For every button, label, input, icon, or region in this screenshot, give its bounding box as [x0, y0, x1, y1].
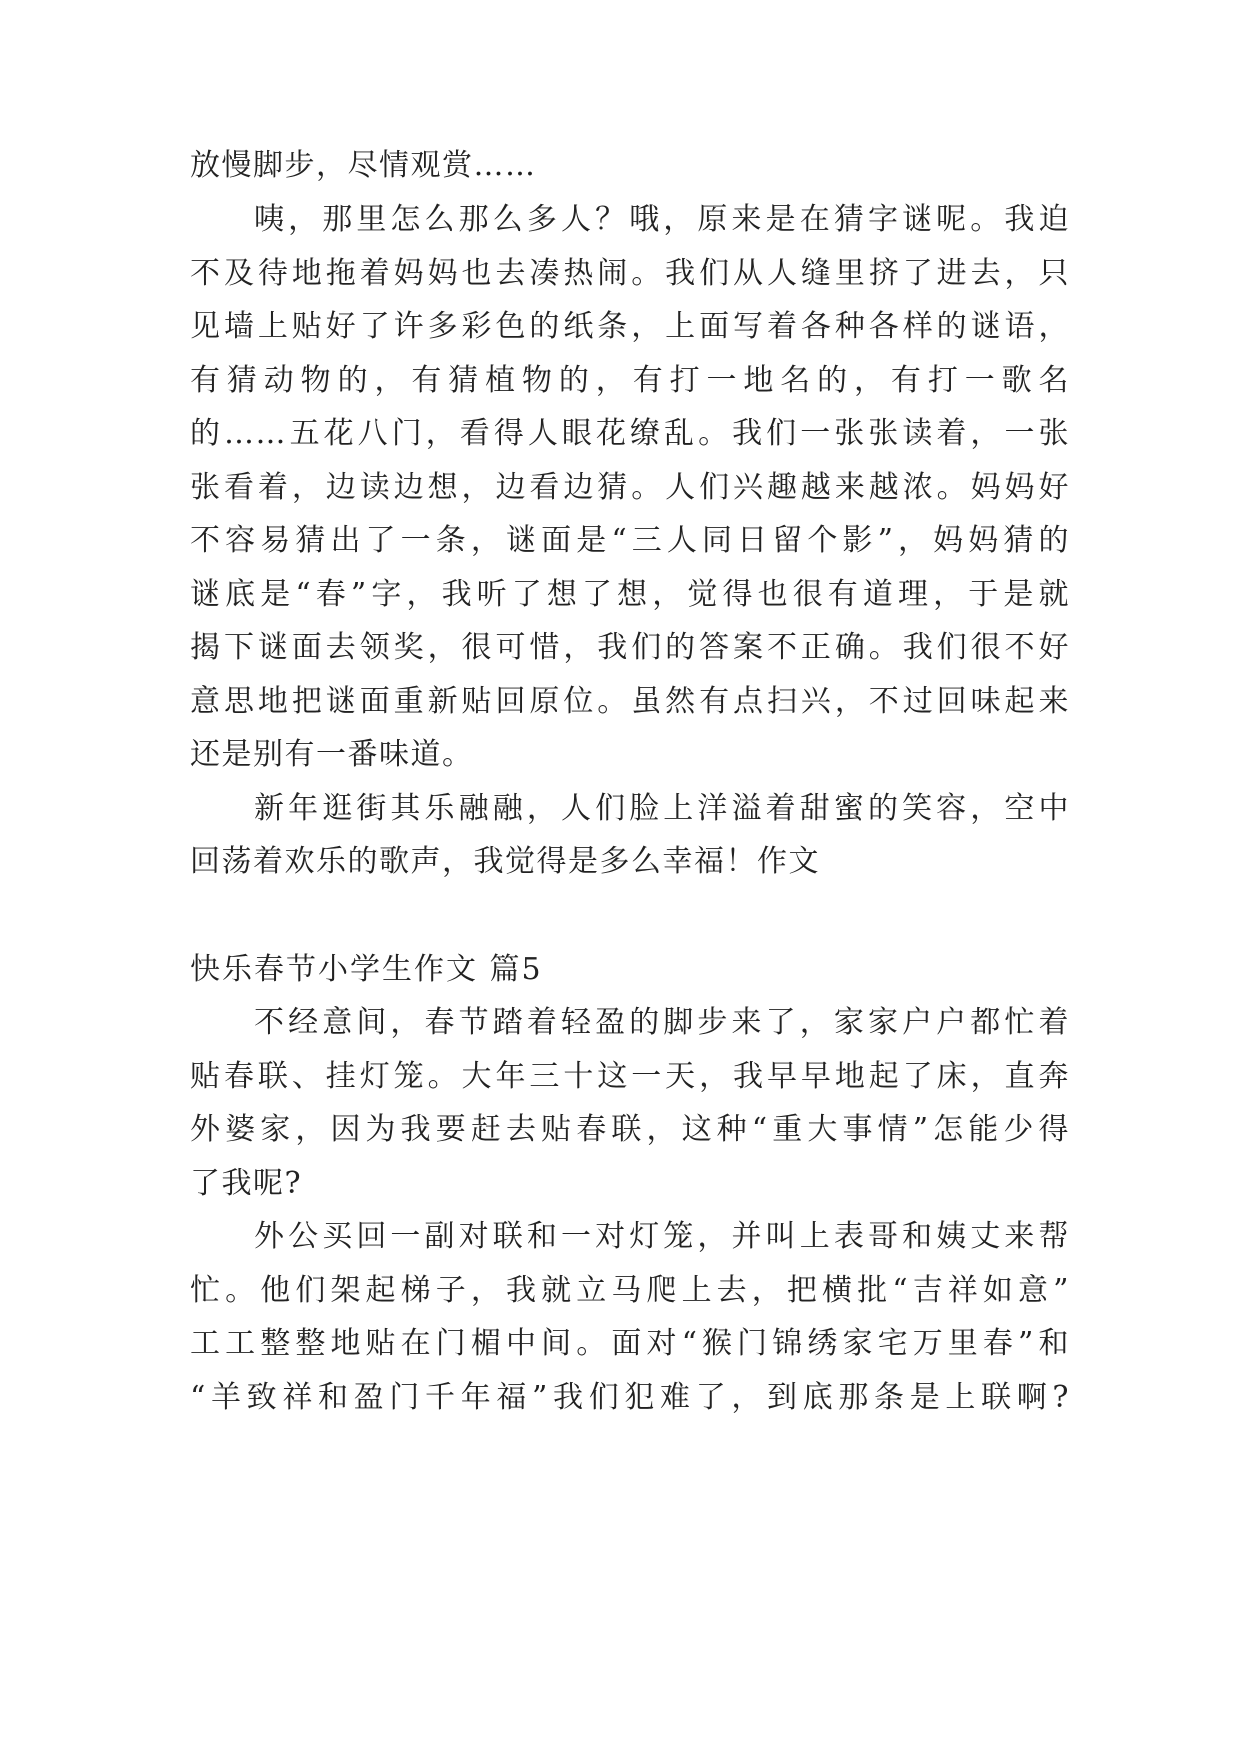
paragraph-line: “羊致祥和盈门千年福”我们犯难了，到底那条是上联啊? [190, 1380, 1070, 1415]
paragraph-line: 有猜动物的，有猜植物的，有打一地名的，有打一歌名 [190, 363, 1070, 398]
paragraph-line: 还是别有一番味道。 [190, 737, 474, 772]
paragraph-line: 不容易猜出了一条，谜面是“三人同日留个影”，妈妈猜的 [190, 523, 1070, 558]
paragraph-line: 新年逛街其乐融融，人们脸上洋溢着甜蜜的笑容，空中 [254, 791, 1070, 826]
paragraph-line: 不及待地拖着妈妈也去凑热闹。我们从人缝里挤了进去，只 [190, 256, 1070, 291]
paragraph-line: 不经意间，春节踏着轻盈的脚步来了，家家户户都忙着 [254, 1005, 1070, 1040]
paragraph-line: 了我呢? [190, 1166, 303, 1201]
paragraph-line: 外公买回一副对联和一对灯笼，并叫上表哥和姨丈来帮 [254, 1219, 1070, 1254]
paragraph-line: 外婆家，因为我要赶去贴春联，这种“重大事情”怎能少得 [190, 1112, 1070, 1147]
paragraph-line: 咦，那里怎么那么多人？哦，原来是在猜字谜呢。我迫 [254, 202, 1070, 237]
paragraph-line: 的……五花八门，看得人眼花缭乱。我们一张张读着，一张 [190, 416, 1070, 451]
paragraph-line: 意思地把谜面重新贴回原位。虽然有点扫兴，不过回味起来 [190, 684, 1070, 719]
paragraph-line: 贴春联、挂灯笼。大年三十这一天，我早早地起了床，直奔 [190, 1059, 1070, 1094]
paragraph-line: 张看着，边读边想，边看边猜。人们兴趣越来越浓。妈妈好 [190, 470, 1070, 505]
paragraph-line: 揭下谜面去领奖，很可惜，我们的答案不正确。我们很不好 [190, 630, 1070, 665]
paragraph-line: 工工整整地贴在门楣中间。面对“猴门锦绣家宅万里春”和 [190, 1326, 1070, 1361]
paragraph-line: 回荡着欢乐的歌声，我觉得是多么幸福！作文 [190, 844, 820, 879]
paragraph-line: 谜底是“春”字，我听了想了想，觉得也很有道理，于是就 [190, 577, 1070, 612]
section-heading: 快乐春节小学生作文 篇5 [190, 952, 543, 987]
paragraph-line: 放慢脚步，尽情观赏…… [190, 148, 537, 183]
paragraph-line: 忙。他们架起梯子，我就立马爬上去，把横批“吉祥如意” [190, 1273, 1070, 1308]
paragraph-line: 见墙上贴好了许多彩色的纸条，上面写着各种各样的谜语， [190, 309, 1070, 344]
